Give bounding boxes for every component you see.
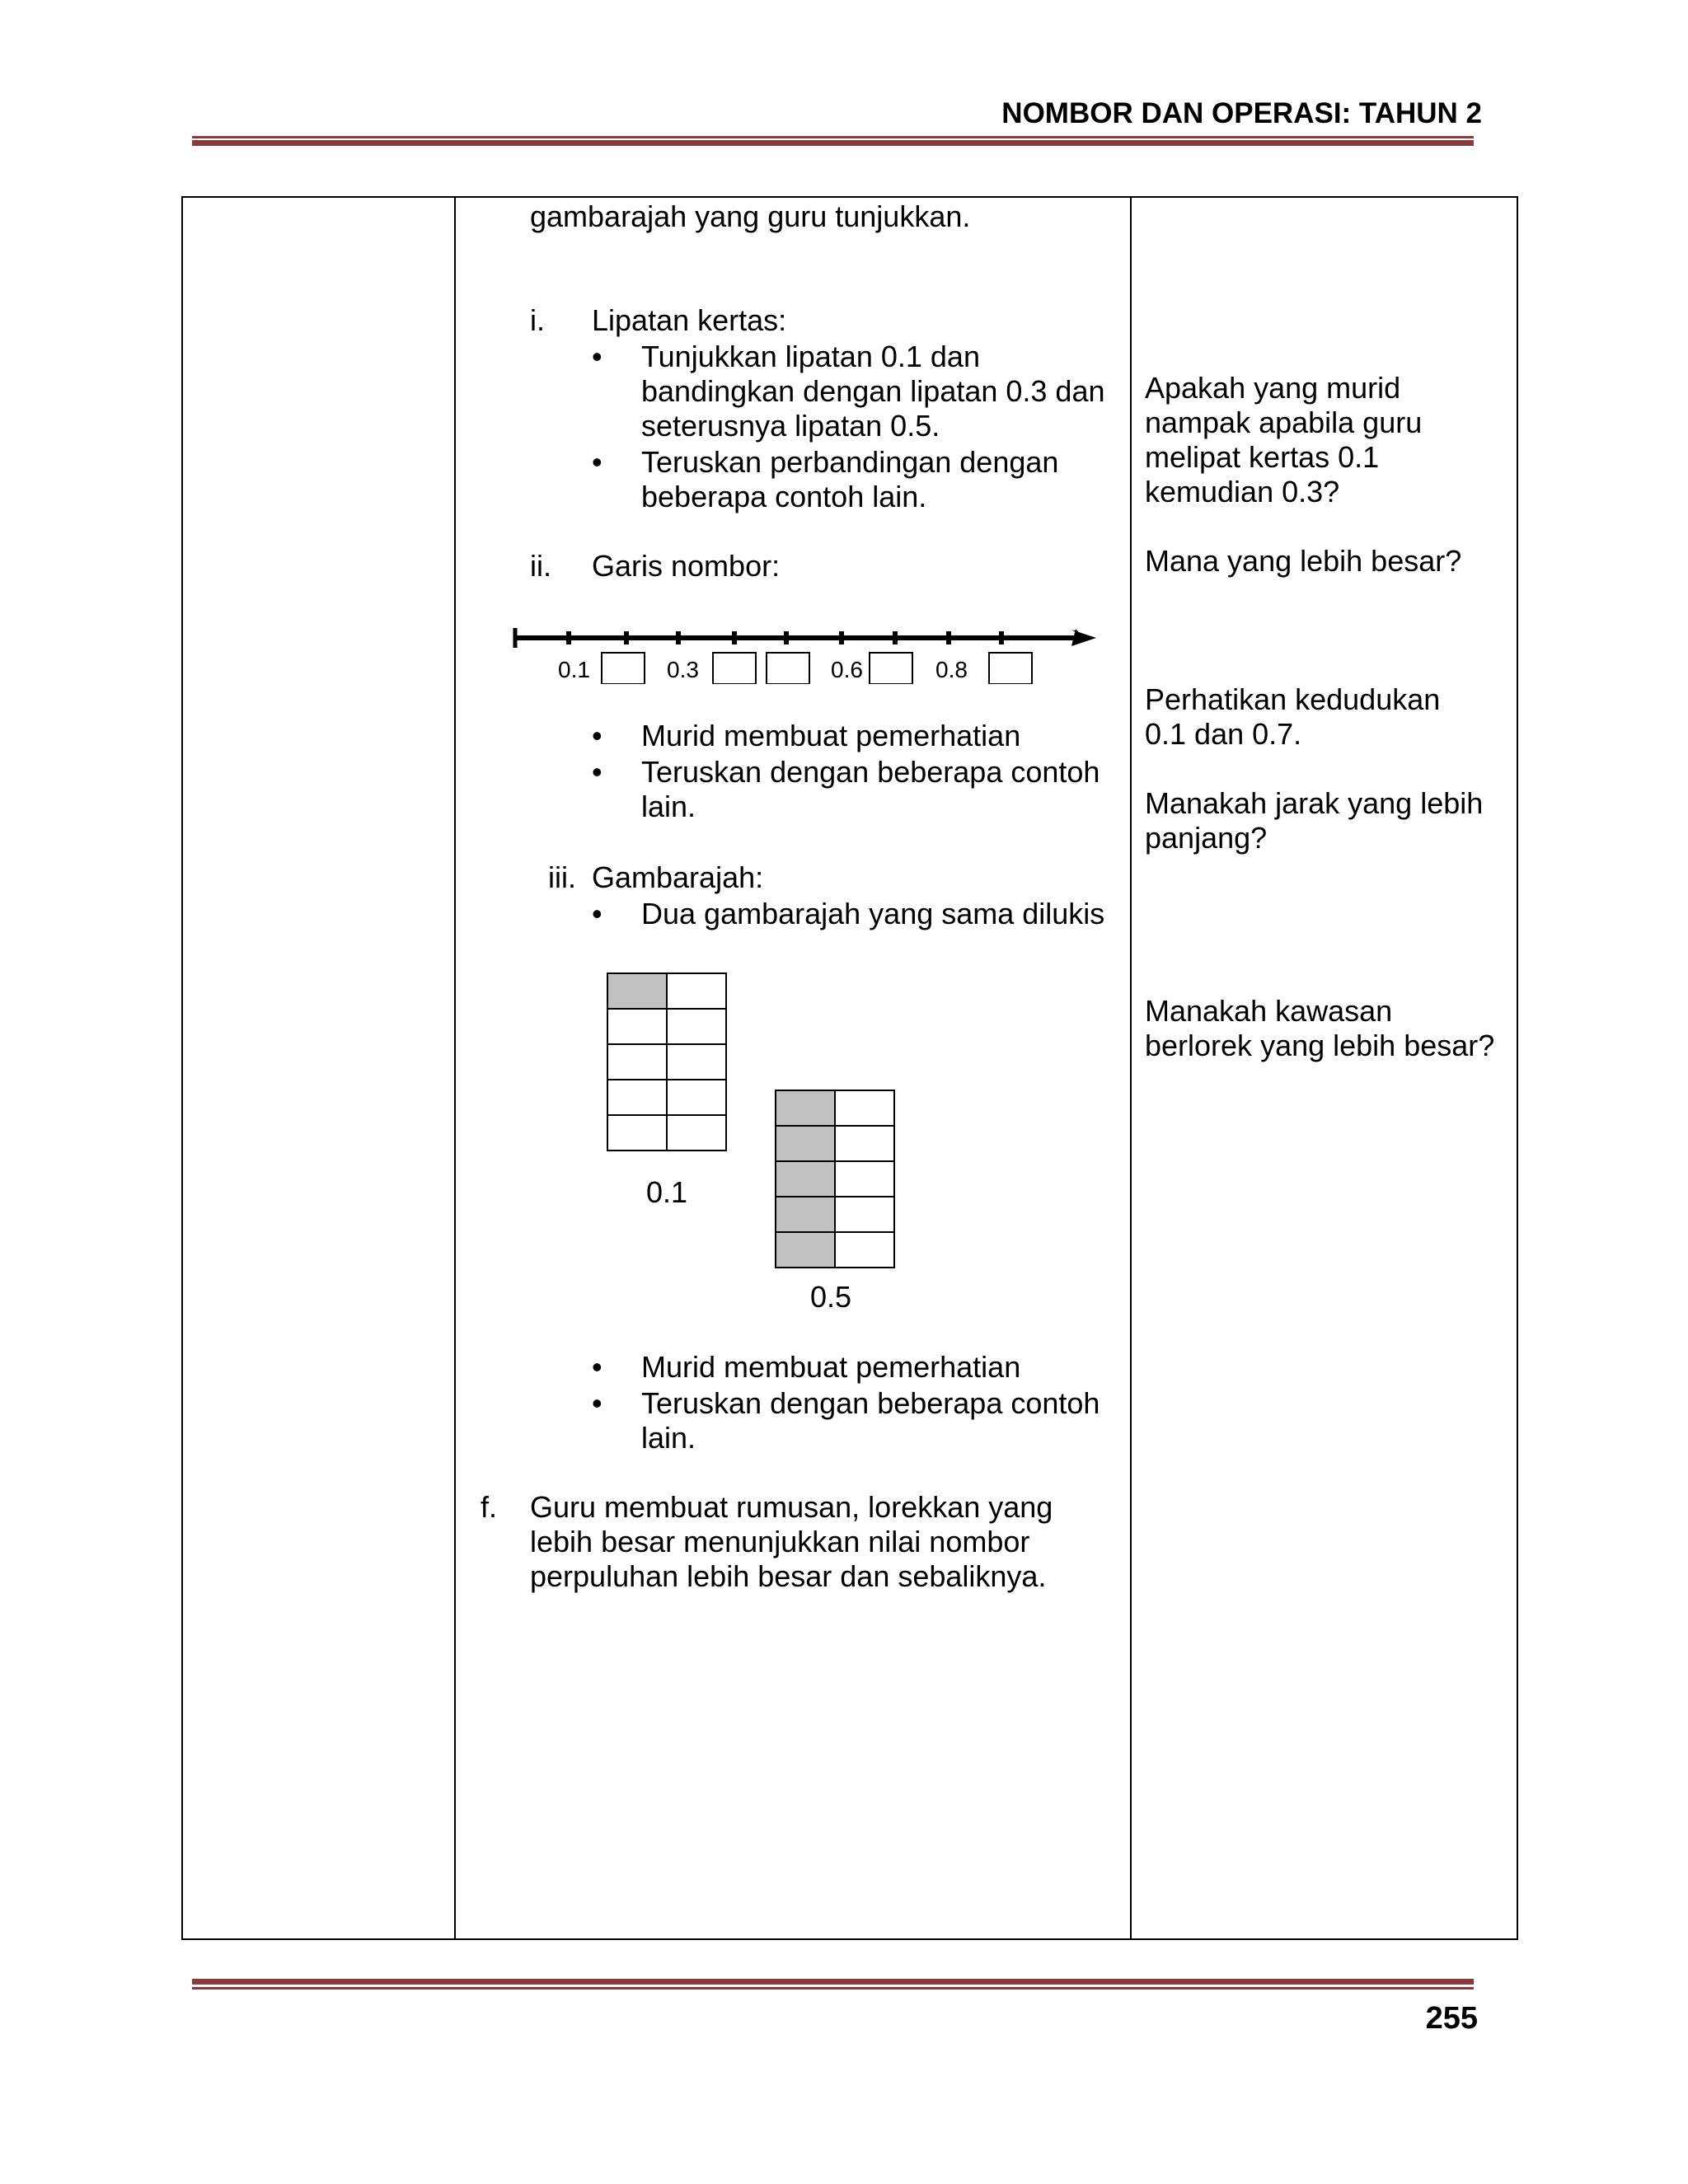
- grid-cell: [667, 1080, 726, 1115]
- answer-box: [713, 653, 756, 684]
- tick-mark: [999, 631, 1004, 644]
- note-q3-line1: Perhatikan kedudukan: [1145, 682, 1441, 716]
- bullet-dot: •: [592, 1350, 603, 1384]
- answer-box: [989, 653, 1032, 684]
- item-ii-bullet2-line2: lain.: [641, 790, 696, 823]
- page-header-title: NOMBOR DAN OPERASI: TAHUN 2: [1001, 97, 1482, 129]
- item-iii-title: Gambarajah:: [592, 860, 764, 894]
- item-f-line1: Guru membuat rumusan, lorekkan yang: [530, 1490, 1053, 1524]
- grid-cell-shaded: [776, 1161, 835, 1197]
- grid-cell: [835, 1090, 894, 1126]
- answer-box: [767, 653, 809, 684]
- grid-a-label: 0.1: [646, 1175, 688, 1209]
- header-rule-thick: [192, 140, 1474, 146]
- bullet-dot: •: [592, 897, 603, 930]
- header-rule-thin: [192, 136, 1474, 138]
- grid-cell: [667, 1044, 726, 1080]
- tick-mark: [946, 631, 951, 644]
- item-iii-bullet2: Murid membuat pemerhatian: [641, 1350, 1021, 1384]
- item-iii-bullet3-line1: Teruskan dengan beberapa contoh: [641, 1386, 1100, 1420]
- grid-cell-shaded: [607, 973, 667, 1009]
- grid-b-label: 0.5: [810, 1280, 852, 1314]
- grid-cell: [607, 1009, 667, 1044]
- grid-cell: [835, 1126, 894, 1161]
- item-iii-bullet1: Dua gambarajah yang sama dilukis: [641, 897, 1105, 930]
- item-ii-bullet1: Murid membuat pemerhatian: [641, 719, 1021, 752]
- grid-cell: [835, 1232, 894, 1268]
- item-i-marker: i.: [530, 303, 545, 337]
- footer-rule-thin: [192, 1987, 1474, 1990]
- item-i-bullet1-line3: seterusnya lipatan 0.5.: [641, 409, 940, 443]
- tick-mark: [624, 631, 629, 644]
- grid-cell: [667, 1009, 726, 1044]
- tick-mark: [839, 631, 844, 644]
- item-f-marker: f.: [481, 1490, 498, 1524]
- bullet-dot: •: [592, 755, 603, 789]
- grid-cell: [607, 1080, 667, 1115]
- item-ii-title: Garis nombor:: [592, 549, 781, 583]
- item-i-title: Lipatan kertas:: [592, 303, 787, 337]
- tick-mark: [676, 631, 681, 644]
- note-q1-line1: Apakah yang murid: [1145, 371, 1401, 405]
- grid-diagram-a: [607, 972, 727, 1151]
- note-q5-line2: berlorek yang lebih besar?: [1145, 1029, 1495, 1062]
- bullet-dot: •: [592, 719, 603, 752]
- page-number: 255: [1425, 2001, 1478, 2036]
- note-q2: Mana yang lebih besar?: [1145, 544, 1462, 578]
- grid-cell: [607, 1044, 667, 1080]
- number-line-label: 0.6: [831, 657, 863, 682]
- note-q5-line1: Manakah kawasan: [1145, 994, 1393, 1028]
- answer-box: [602, 653, 645, 684]
- grid-cell-shaded: [776, 1126, 835, 1161]
- note-q4-line2: panjang?: [1145, 821, 1268, 855]
- item-i-bullet2-line1: Teruskan perbandingan dengan: [641, 445, 1059, 479]
- note-q1-line4: kemudian 0.3?: [1145, 475, 1340, 509]
- item-i-bullet1-line2: bandingkan dengan lipatan 0.3 dan: [641, 374, 1105, 408]
- note-q4-line1: Manakah jarak yang lebih: [1145, 786, 1484, 820]
- number-line-arrowhead: [1071, 629, 1096, 647]
- column-divider-2: [1130, 196, 1132, 1940]
- grid-cell: [607, 1115, 667, 1151]
- grid-cell: [667, 973, 726, 1009]
- bullet-dot: •: [592, 1386, 603, 1420]
- number-line-label: 0.1: [558, 657, 590, 682]
- column-divider-1: [454, 196, 456, 1940]
- item-ii-marker: ii.: [530, 549, 551, 583]
- answer-box: [870, 653, 912, 684]
- note-q1-line3: melipat kertas 0.1: [1145, 440, 1380, 474]
- note-q3-line2: 0.1 dan 0.7.: [1145, 717, 1302, 751]
- item-i-bullet1-line1: Tunjukkan lipatan 0.1 dan: [641, 340, 980, 373]
- bullet-dot: •: [592, 445, 603, 479]
- grid-cell-shaded: [776, 1090, 835, 1126]
- grid-diagram-b: [775, 1090, 895, 1268]
- item-iii-marker: iii.: [548, 860, 576, 894]
- item-i-bullet2-line2: beberapa contoh lain.: [641, 480, 927, 513]
- grid-cell-shaded: [776, 1232, 835, 1268]
- item-iii-bullet3-line2: lain.: [641, 1421, 696, 1455]
- item-f-line3: perpuluhan lebih besar dan sebaliknya.: [530, 1559, 1047, 1593]
- tick-mark: [784, 631, 789, 644]
- tick-mark: [566, 631, 571, 644]
- bullet-dot: •: [592, 340, 603, 373]
- number-line-label: 0.3: [667, 657, 699, 682]
- grid-cell: [835, 1197, 894, 1232]
- intro-text: gambarajah yang guru tunjukkan.: [530, 199, 971, 233]
- number-line-label: 0.8: [935, 657, 968, 682]
- item-ii-bullet2-line1: Teruskan dengan beberapa contoh: [641, 755, 1100, 789]
- number-line-diagram: [507, 618, 1100, 684]
- grid-cell: [667, 1115, 726, 1151]
- item-f-line2: lebih besar menunjukkan nilai nombor: [530, 1525, 1030, 1558]
- grid-cell: [835, 1161, 894, 1197]
- grid-cell-shaded: [776, 1197, 835, 1232]
- tick-mark: [893, 631, 898, 644]
- note-q1-line2: nampak apabila guru: [1145, 405, 1423, 439]
- footer-rule-thick: [192, 1979, 1474, 1985]
- tick-mark: [732, 631, 737, 644]
